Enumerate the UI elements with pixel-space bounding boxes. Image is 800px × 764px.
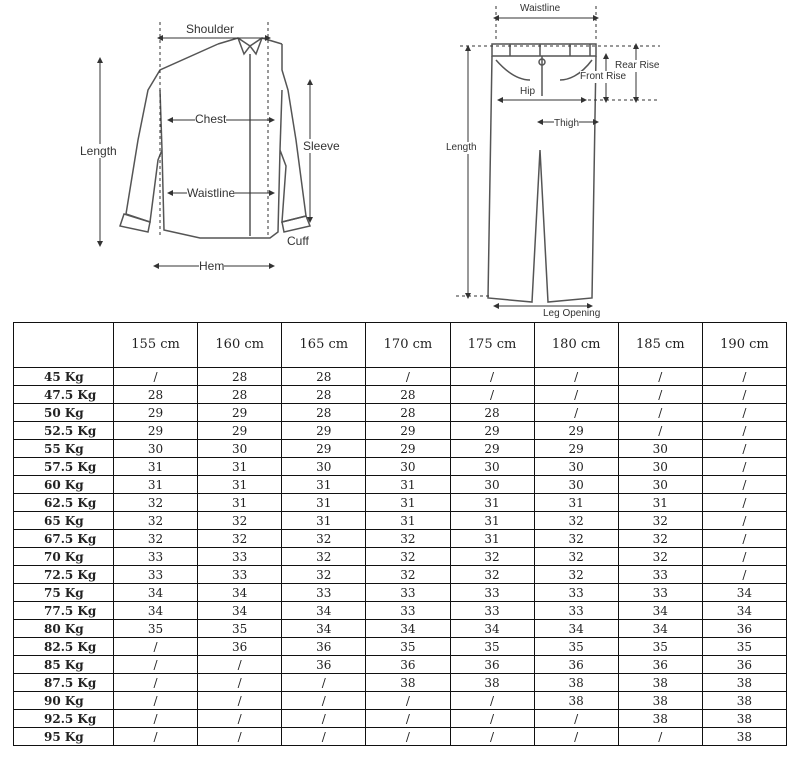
size-cell: 34: [618, 602, 702, 620]
size-cell: 38: [534, 692, 618, 710]
size-cell: /: [366, 692, 450, 710]
size-cell: 36: [618, 656, 702, 674]
size-cell: 32: [366, 548, 450, 566]
height-header: 180 cm: [534, 323, 618, 368]
size-cell: 38: [618, 674, 702, 692]
size-cell: 33: [198, 566, 282, 584]
size-cell: 36: [198, 638, 282, 656]
size-cell: 34: [702, 584, 786, 602]
size-cell: /: [702, 530, 786, 548]
size-cell: /: [702, 566, 786, 584]
table-row: [14, 584, 787, 602]
size-cell: 33: [366, 584, 450, 602]
size-cell: 29: [114, 422, 198, 440]
size-cell: 34: [450, 620, 534, 638]
size-cell: 38: [702, 692, 786, 710]
measurement-illustration: [0, 0, 800, 322]
size-cell: 36: [366, 656, 450, 674]
size-cell: 29: [198, 404, 282, 422]
size-cell: 30: [366, 458, 450, 476]
size-cell: 32: [534, 512, 618, 530]
pants-dimension-lines: [456, 6, 660, 306]
table-row: [14, 674, 787, 692]
size-cell: 31: [366, 476, 450, 494]
size-cell: 28: [366, 386, 450, 404]
size-cell: 29: [282, 422, 366, 440]
table-row: [14, 512, 787, 530]
size-cell: /: [534, 404, 618, 422]
height-header: 185 cm: [618, 323, 702, 368]
size-cell: 32: [534, 548, 618, 566]
thigh-label: Thigh: [554, 118, 580, 129]
size-cell: /: [702, 494, 786, 512]
size-cell: 28: [282, 386, 366, 404]
shirt-outline: [120, 38, 310, 238]
size-cell: 29: [534, 440, 618, 458]
size-cell: 28: [282, 368, 366, 386]
size-cell: 34: [366, 620, 450, 638]
size-cell: 32: [114, 530, 198, 548]
weight-label: 55 Kg: [14, 440, 114, 458]
front-rise-label: Front Rise: [580, 71, 627, 82]
rear-rise-label: Rear Rise: [615, 60, 660, 71]
size-cell: 30: [198, 440, 282, 458]
size-cell: 35: [702, 638, 786, 656]
size-cell: 33: [534, 584, 618, 602]
height-header-row: [14, 323, 787, 368]
size-cell: 31: [450, 530, 534, 548]
size-cell: 30: [618, 440, 702, 458]
size-cell: 36: [534, 656, 618, 674]
size-cell: /: [702, 476, 786, 494]
size-cell: 38: [702, 728, 786, 746]
table-row: [14, 440, 787, 458]
hem-label: Hem: [199, 259, 225, 273]
size-cell: 38: [450, 674, 534, 692]
size-cell: 32: [450, 548, 534, 566]
size-cell: 31: [366, 512, 450, 530]
size-cell: 35: [366, 638, 450, 656]
size-cell: 34: [114, 584, 198, 602]
size-cell: /: [114, 728, 198, 746]
size-cell: /: [282, 728, 366, 746]
size-cell: 32: [282, 530, 366, 548]
size-cell: 34: [114, 602, 198, 620]
size-cell: /: [198, 710, 282, 728]
size-cell: /: [618, 368, 702, 386]
size-cell: /: [450, 386, 534, 404]
size-cell: /: [450, 692, 534, 710]
weight-label: 47.5 Kg: [14, 386, 114, 404]
size-cell: 32: [618, 530, 702, 548]
size-cell: 28: [198, 368, 282, 386]
size-cell: /: [450, 368, 534, 386]
weight-label: 85 Kg: [14, 656, 114, 674]
size-cell: 31: [450, 494, 534, 512]
size-cell: /: [450, 710, 534, 728]
table-row: [14, 620, 787, 638]
size-cell: /: [198, 692, 282, 710]
size-cell: 31: [366, 494, 450, 512]
size-cell: /: [702, 548, 786, 566]
size-cell: 30: [618, 476, 702, 494]
size-cell: 33: [114, 566, 198, 584]
size-cell: 28: [450, 404, 534, 422]
table-row: [14, 602, 787, 620]
size-cell: 28: [366, 404, 450, 422]
size-cell: 35: [114, 620, 198, 638]
size-cell: /: [618, 386, 702, 404]
size-cell: 28: [198, 386, 282, 404]
size-cell: 38: [366, 674, 450, 692]
weight-label: 80 Kg: [14, 620, 114, 638]
weight-label: 50 Kg: [14, 404, 114, 422]
size-chart-table: [13, 322, 787, 746]
size-cell: /: [282, 674, 366, 692]
height-header: 190 cm: [702, 323, 786, 368]
size-cell: 38: [702, 674, 786, 692]
size-cell: 33: [450, 584, 534, 602]
size-cell: /: [198, 656, 282, 674]
size-cell: 29: [282, 440, 366, 458]
size-cell: 33: [198, 548, 282, 566]
size-cell: 34: [534, 620, 618, 638]
weight-label: 92.5 Kg: [14, 710, 114, 728]
size-cell: 31: [618, 494, 702, 512]
size-cell: 34: [198, 584, 282, 602]
size-cell: 31: [282, 512, 366, 530]
size-cell: /: [534, 710, 618, 728]
size-cell: 33: [618, 584, 702, 602]
size-cell: /: [534, 368, 618, 386]
size-cell: /: [702, 422, 786, 440]
size-cell: /: [366, 728, 450, 746]
size-cell: 28: [282, 404, 366, 422]
size-cell: 38: [618, 692, 702, 710]
size-table-body: [14, 368, 787, 746]
size-cell: 29: [534, 422, 618, 440]
size-cell: 33: [366, 602, 450, 620]
size-cell: 29: [366, 440, 450, 458]
table-row: [14, 404, 787, 422]
table-row: [14, 422, 787, 440]
shirt-length-label: Length: [80, 144, 117, 158]
size-cell: /: [198, 728, 282, 746]
table-row: [14, 386, 787, 404]
size-cell: 29: [114, 404, 198, 422]
size-cell: 33: [618, 566, 702, 584]
size-cell: /: [114, 710, 198, 728]
size-cell: 38: [618, 710, 702, 728]
size-cell: 31: [450, 512, 534, 530]
size-cell: /: [114, 656, 198, 674]
leg-opening-label: Leg Opening: [543, 308, 601, 319]
size-cell: 32: [282, 548, 366, 566]
table-row: [14, 728, 787, 746]
corner-cell: [14, 323, 114, 368]
weight-label: 70 Kg: [14, 548, 114, 566]
size-cell: /: [198, 674, 282, 692]
size-cell: 29: [198, 422, 282, 440]
height-header: 170 cm: [366, 323, 450, 368]
sleeve-label: Sleeve: [303, 139, 340, 153]
size-cell: 31: [114, 458, 198, 476]
weight-label: 45 Kg: [14, 368, 114, 386]
size-cell: 30: [450, 476, 534, 494]
table-row: [14, 494, 787, 512]
size-cell: 34: [198, 602, 282, 620]
size-cell: 31: [198, 494, 282, 512]
weight-label: 77.5 Kg: [14, 602, 114, 620]
size-cell: 34: [282, 620, 366, 638]
size-cell: 36: [282, 638, 366, 656]
size-cell: /: [534, 386, 618, 404]
size-cell: 36: [282, 656, 366, 674]
size-cell: /: [114, 368, 198, 386]
size-cell: 32: [366, 530, 450, 548]
size-cell: 35: [618, 638, 702, 656]
weight-label: 65 Kg: [14, 512, 114, 530]
table-row: [14, 656, 787, 674]
size-cell: 30: [450, 458, 534, 476]
size-cell: 31: [198, 476, 282, 494]
weight-label: 82.5 Kg: [14, 638, 114, 656]
size-cell: /: [702, 458, 786, 476]
size-cell: 38: [534, 674, 618, 692]
size-cell: 32: [114, 494, 198, 512]
size-cell: /: [618, 422, 702, 440]
size-cell: 32: [366, 566, 450, 584]
size-cell: /: [618, 728, 702, 746]
size-cell: 34: [618, 620, 702, 638]
size-cell: /: [534, 728, 618, 746]
height-header: 155 cm: [114, 323, 198, 368]
size-cell: 36: [702, 620, 786, 638]
size-cell: 32: [618, 512, 702, 530]
size-cell: 32: [198, 512, 282, 530]
size-cell: /: [114, 692, 198, 710]
table-row: [14, 368, 787, 386]
size-cell: 35: [534, 638, 618, 656]
size-cell: 31: [114, 476, 198, 494]
size-cell: 31: [282, 494, 366, 512]
size-cell: /: [114, 638, 198, 656]
size-cell: 30: [534, 458, 618, 476]
cuff-label: Cuff: [287, 234, 309, 248]
size-cell: /: [282, 692, 366, 710]
shirt-waistline-label: Waistline: [187, 186, 236, 200]
shoulder-label: Shoulder: [186, 22, 235, 36]
size-cell: 34: [702, 602, 786, 620]
size-cell: 29: [450, 440, 534, 458]
size-cell: 31: [534, 494, 618, 512]
size-cell: 33: [450, 602, 534, 620]
height-header: 165 cm: [282, 323, 366, 368]
size-cell: 33: [282, 584, 366, 602]
height-header: 175 cm: [450, 323, 534, 368]
size-cell: 32: [450, 566, 534, 584]
size-cell: /: [702, 368, 786, 386]
weight-label: 60 Kg: [14, 476, 114, 494]
size-cell: 32: [114, 512, 198, 530]
size-cell: /: [114, 674, 198, 692]
size-cell: /: [702, 386, 786, 404]
weight-label: 87.5 Kg: [14, 674, 114, 692]
hip-label: Hip: [520, 86, 536, 97]
size-cell: 35: [198, 620, 282, 638]
size-cell: /: [618, 404, 702, 422]
size-cell: 31: [282, 476, 366, 494]
weight-label: 95 Kg: [14, 728, 114, 746]
size-cell: /: [702, 404, 786, 422]
pants-length-label: Length: [446, 142, 477, 153]
size-cell: 30: [282, 458, 366, 476]
size-cell: 36: [450, 656, 534, 674]
weight-label: 90 Kg: [14, 692, 114, 710]
table-row: [14, 566, 787, 584]
weight-label: 75 Kg: [14, 584, 114, 602]
size-cell: 31: [198, 458, 282, 476]
size-cell: 29: [450, 422, 534, 440]
weight-label: 67.5 Kg: [14, 530, 114, 548]
table-row: [14, 710, 787, 728]
measurement-diagram: [0, 0, 800, 322]
chest-label: Chest: [195, 112, 227, 126]
size-cell: 30: [114, 440, 198, 458]
size-cell: 36: [702, 656, 786, 674]
size-cell: /: [282, 710, 366, 728]
weight-label: 57.5 Kg: [14, 458, 114, 476]
size-cell: 32: [534, 530, 618, 548]
size-cell: 30: [618, 458, 702, 476]
table-row: [14, 692, 787, 710]
table-row: [14, 638, 787, 656]
size-cell: 38: [702, 710, 786, 728]
table-row: [14, 530, 787, 548]
size-cell: 33: [114, 548, 198, 566]
size-cell: 33: [534, 602, 618, 620]
table-row: [14, 548, 787, 566]
weight-label: 62.5 Kg: [14, 494, 114, 512]
size-cell: 29: [366, 422, 450, 440]
size-cell: 30: [534, 476, 618, 494]
weight-label: 72.5 Kg: [14, 566, 114, 584]
size-cell: 32: [618, 548, 702, 566]
size-cell: 34: [282, 602, 366, 620]
size-cell: 32: [534, 566, 618, 584]
size-cell: /: [450, 728, 534, 746]
size-cell: /: [702, 512, 786, 530]
size-cell: /: [366, 368, 450, 386]
size-cell: 35: [450, 638, 534, 656]
size-cell: 32: [198, 530, 282, 548]
size-cell: 32: [282, 566, 366, 584]
height-header: 160 cm: [198, 323, 282, 368]
table-row: [14, 458, 787, 476]
weight-label: 52.5 Kg: [14, 422, 114, 440]
size-cell: 28: [114, 386, 198, 404]
table-row: [14, 476, 787, 494]
size-cell: /: [366, 710, 450, 728]
pants-waistline-label: Waistline: [520, 3, 561, 14]
size-cell: /: [702, 440, 786, 458]
